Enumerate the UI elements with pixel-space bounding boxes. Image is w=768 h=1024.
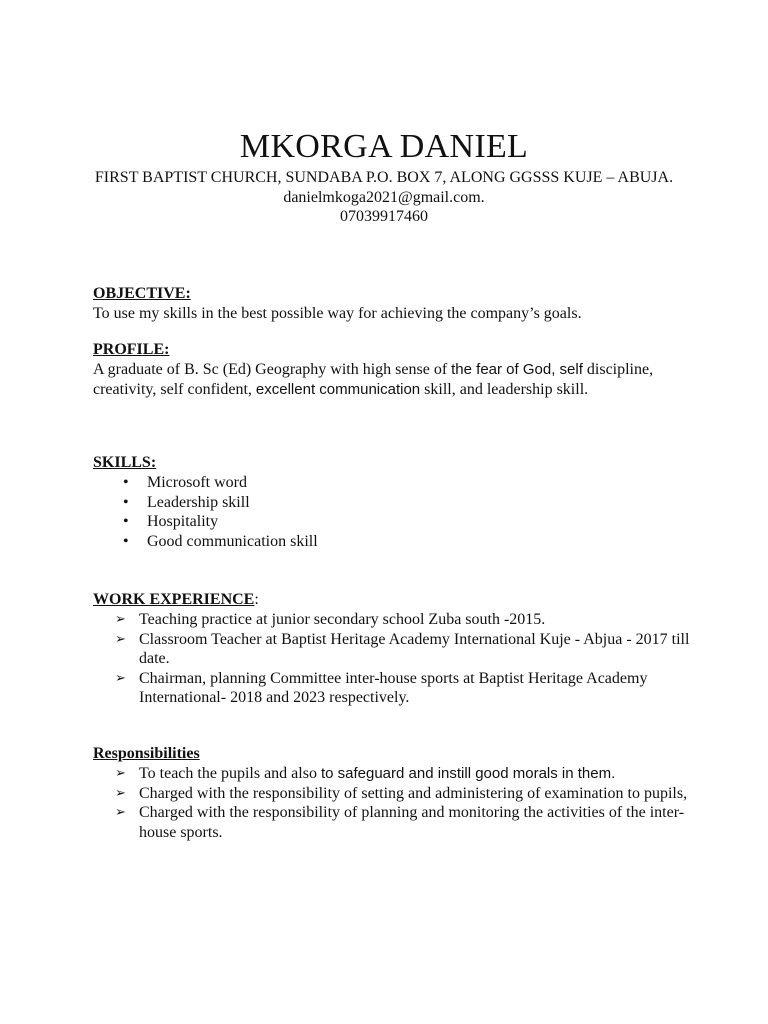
list-item: ➢ Teaching practice at junior secondary school Zuba south -2015. [115,611,546,628]
bullet-icon: • [123,532,129,550]
list-item: • Microsoft word [123,474,247,491]
profile-text: A graduate of B. Sc (Ed) Geography with high sense of the fear of God, self discipline, creativity, self confident, excellent communication skill, and leadership skill. [93,361,654,398]
arrow-bullet-icon: ➢ [115,612,126,627]
list-item: • Hospitality [123,513,219,531]
list-item: ➢ Chairman, planning Committee inter-house sports at Baptist Heritage Academy International- 2018 and 2023 respectively. [115,669,648,706]
arrow-bullet-icon: ➢ [115,785,126,801]
arrow-bullet-icon: ➢ [115,631,126,647]
list-item: ➢ Charged with the responsibility of planning and monitoring the activities of the inter-house sports. [115,804,685,841]
bullet-icon: • [123,474,129,491]
objective-heading: OBJECTIVE: [93,285,191,302]
objective-section [93,284,693,324]
email: danielmkoga2021@gmail.com. [283,188,485,206]
profile-heading: PROFILE: [93,341,170,358]
bullet-icon: • [123,513,129,531]
work-experience-heading-row: WORK EXPERIENCE: [93,591,259,608]
skills-list [93,473,693,551]
profile-section [93,340,693,400]
work-experience-section [93,590,693,708]
work-experience-heading: WORK EXPERIENCE [93,591,255,608]
responsibilities-section [93,744,693,842]
resume-header [0,126,768,227]
applicant-name: MKORGA DANIEL [239,128,529,165]
list-item: • Good communication skill [123,532,318,550]
work-experience-list [93,610,693,708]
list-item: ➢ To teach the pupils and also to safeguard and instill good morals in them. [115,765,616,782]
arrow-bullet-icon: ➢ [115,805,126,820]
responsibilities-heading: Responsibilities [93,745,200,762]
skills-section [93,453,693,551]
bullet-icon: • [123,493,129,511]
address: FIRST BAPTIST CHURCH, SUNDABA P.O. BOX 7, ALONG GGSSS KUJE – ABUJA. [94,169,674,186]
responsibilities-list [93,764,693,842]
objective-text: To use my skills in the best possible way for achieving the company’s goals. [93,305,582,322]
skills-heading: SKILLS: [93,454,157,471]
phone: 07039917460 [340,208,428,225]
arrow-bullet-icon: ➢ [115,766,126,781]
list-item: ➢ Classroom Teacher at Baptist Heritage Academy International Kuje - Abjua - 2017 till date. [115,630,690,667]
arrow-bullet-icon: ➢ [115,670,126,686]
list-item: • Leadership skill [123,493,250,511]
list-item: ➢ Charged with the responsibility of setting and administering of examination to pupils, [115,784,688,802]
